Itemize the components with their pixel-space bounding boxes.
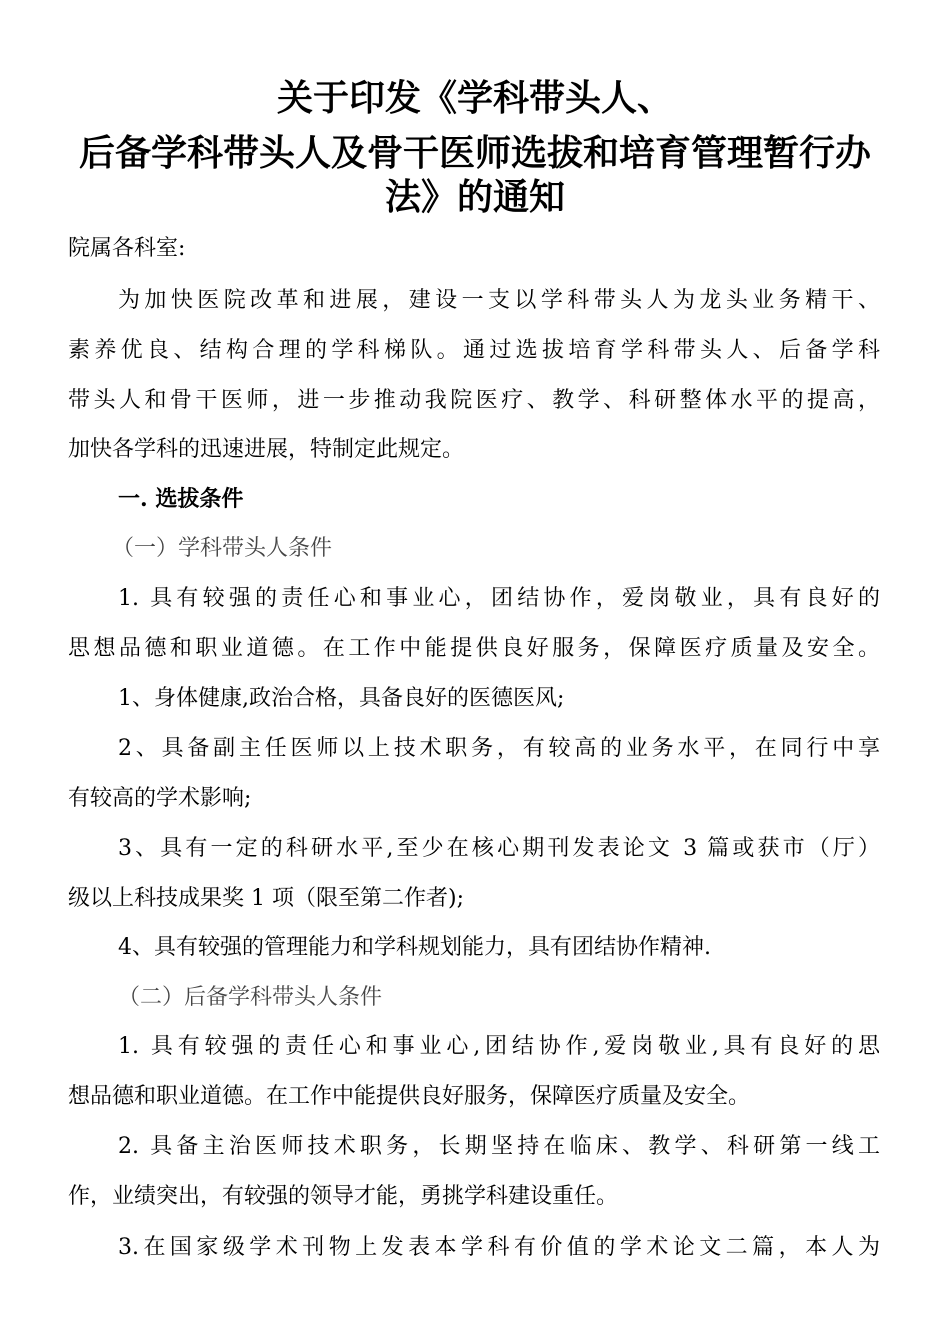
subsection-heading: （二）后备学科带头人条件 <box>118 985 383 1010</box>
clause-line: 想品德和职业道德。在工作中能提供良好服务，保障医疗质量及安全。 <box>68 1084 751 1109</box>
intro-paragraph-line: 带头人和骨干医师，进一步推动我院医疗、教学、科研整体水平的提高， <box>68 388 880 413</box>
salutation: 院属各科室: <box>68 236 186 261</box>
clause-line: 有较高的学术影响; <box>68 786 252 811</box>
clause-line: 2. 具备主治医师技术职务，长期坚持在临床、教学、科研第一线工 <box>118 1134 880 1159</box>
intro-paragraph-line: 加快各学科的迅速进展，特制定此规定。 <box>68 437 465 462</box>
clause-line: 3.在国家级学术刊物上发表本学科有价值的学术论文二篇，本人为 <box>118 1235 880 1260</box>
clause-line: 1. 具有较强的责任心和事业心，团结协作，爱岗敬业，具有良好的 <box>118 586 880 611</box>
clause-line: 4、具有较强的管理能力和学科规划能力，具有团结协作精神. <box>118 935 711 960</box>
clause-line: 2、具备副主任医师以上技术职务，有较高的业务水平，在同行中享 <box>118 736 880 761</box>
document-title-line-1: 关于印发《学科带头人、 <box>276 77 673 119</box>
section-heading: 一. 选拔条件 <box>118 486 244 512</box>
clause-line: 级以上科技成果奖 1 项（限至第二作者); <box>68 886 464 911</box>
clause-line: 3、具有一定的科研水平,至少在核心期刊发表论文 3 篇或获市（厅） <box>118 836 880 861</box>
intro-paragraph-line: 为加快医院改革和进展，建设一支以学科带头人为龙头业务精干、 <box>118 288 880 313</box>
clause-line: 思想品德和职业道德。在工作中能提供良好服务，保障医疗质量及安全。 <box>68 636 880 661</box>
document-title-line-3: 法》的通知 <box>384 176 565 218</box>
clause-line: 1、身体健康,政治合格，具备良好的医德医风; <box>118 686 565 711</box>
document-title-line-2: 后备学科带头人及骨干医师选拔和培育管理暂行办 <box>78 132 871 174</box>
clause-line: 1. 具有较强的责任心和事业心,团结协作,爱岗敬业,具有良好的思 <box>118 1034 880 1059</box>
subsection-heading: （一）学科带头人条件 <box>112 536 333 561</box>
clause-line: 作，业绩突出，有较强的领导才能，勇挑学科建设重任。 <box>68 1184 619 1209</box>
intro-paragraph-line: 素养优良、结构合理的学科梯队。通过选拔培育学科带头人、后备学科 <box>68 338 880 363</box>
